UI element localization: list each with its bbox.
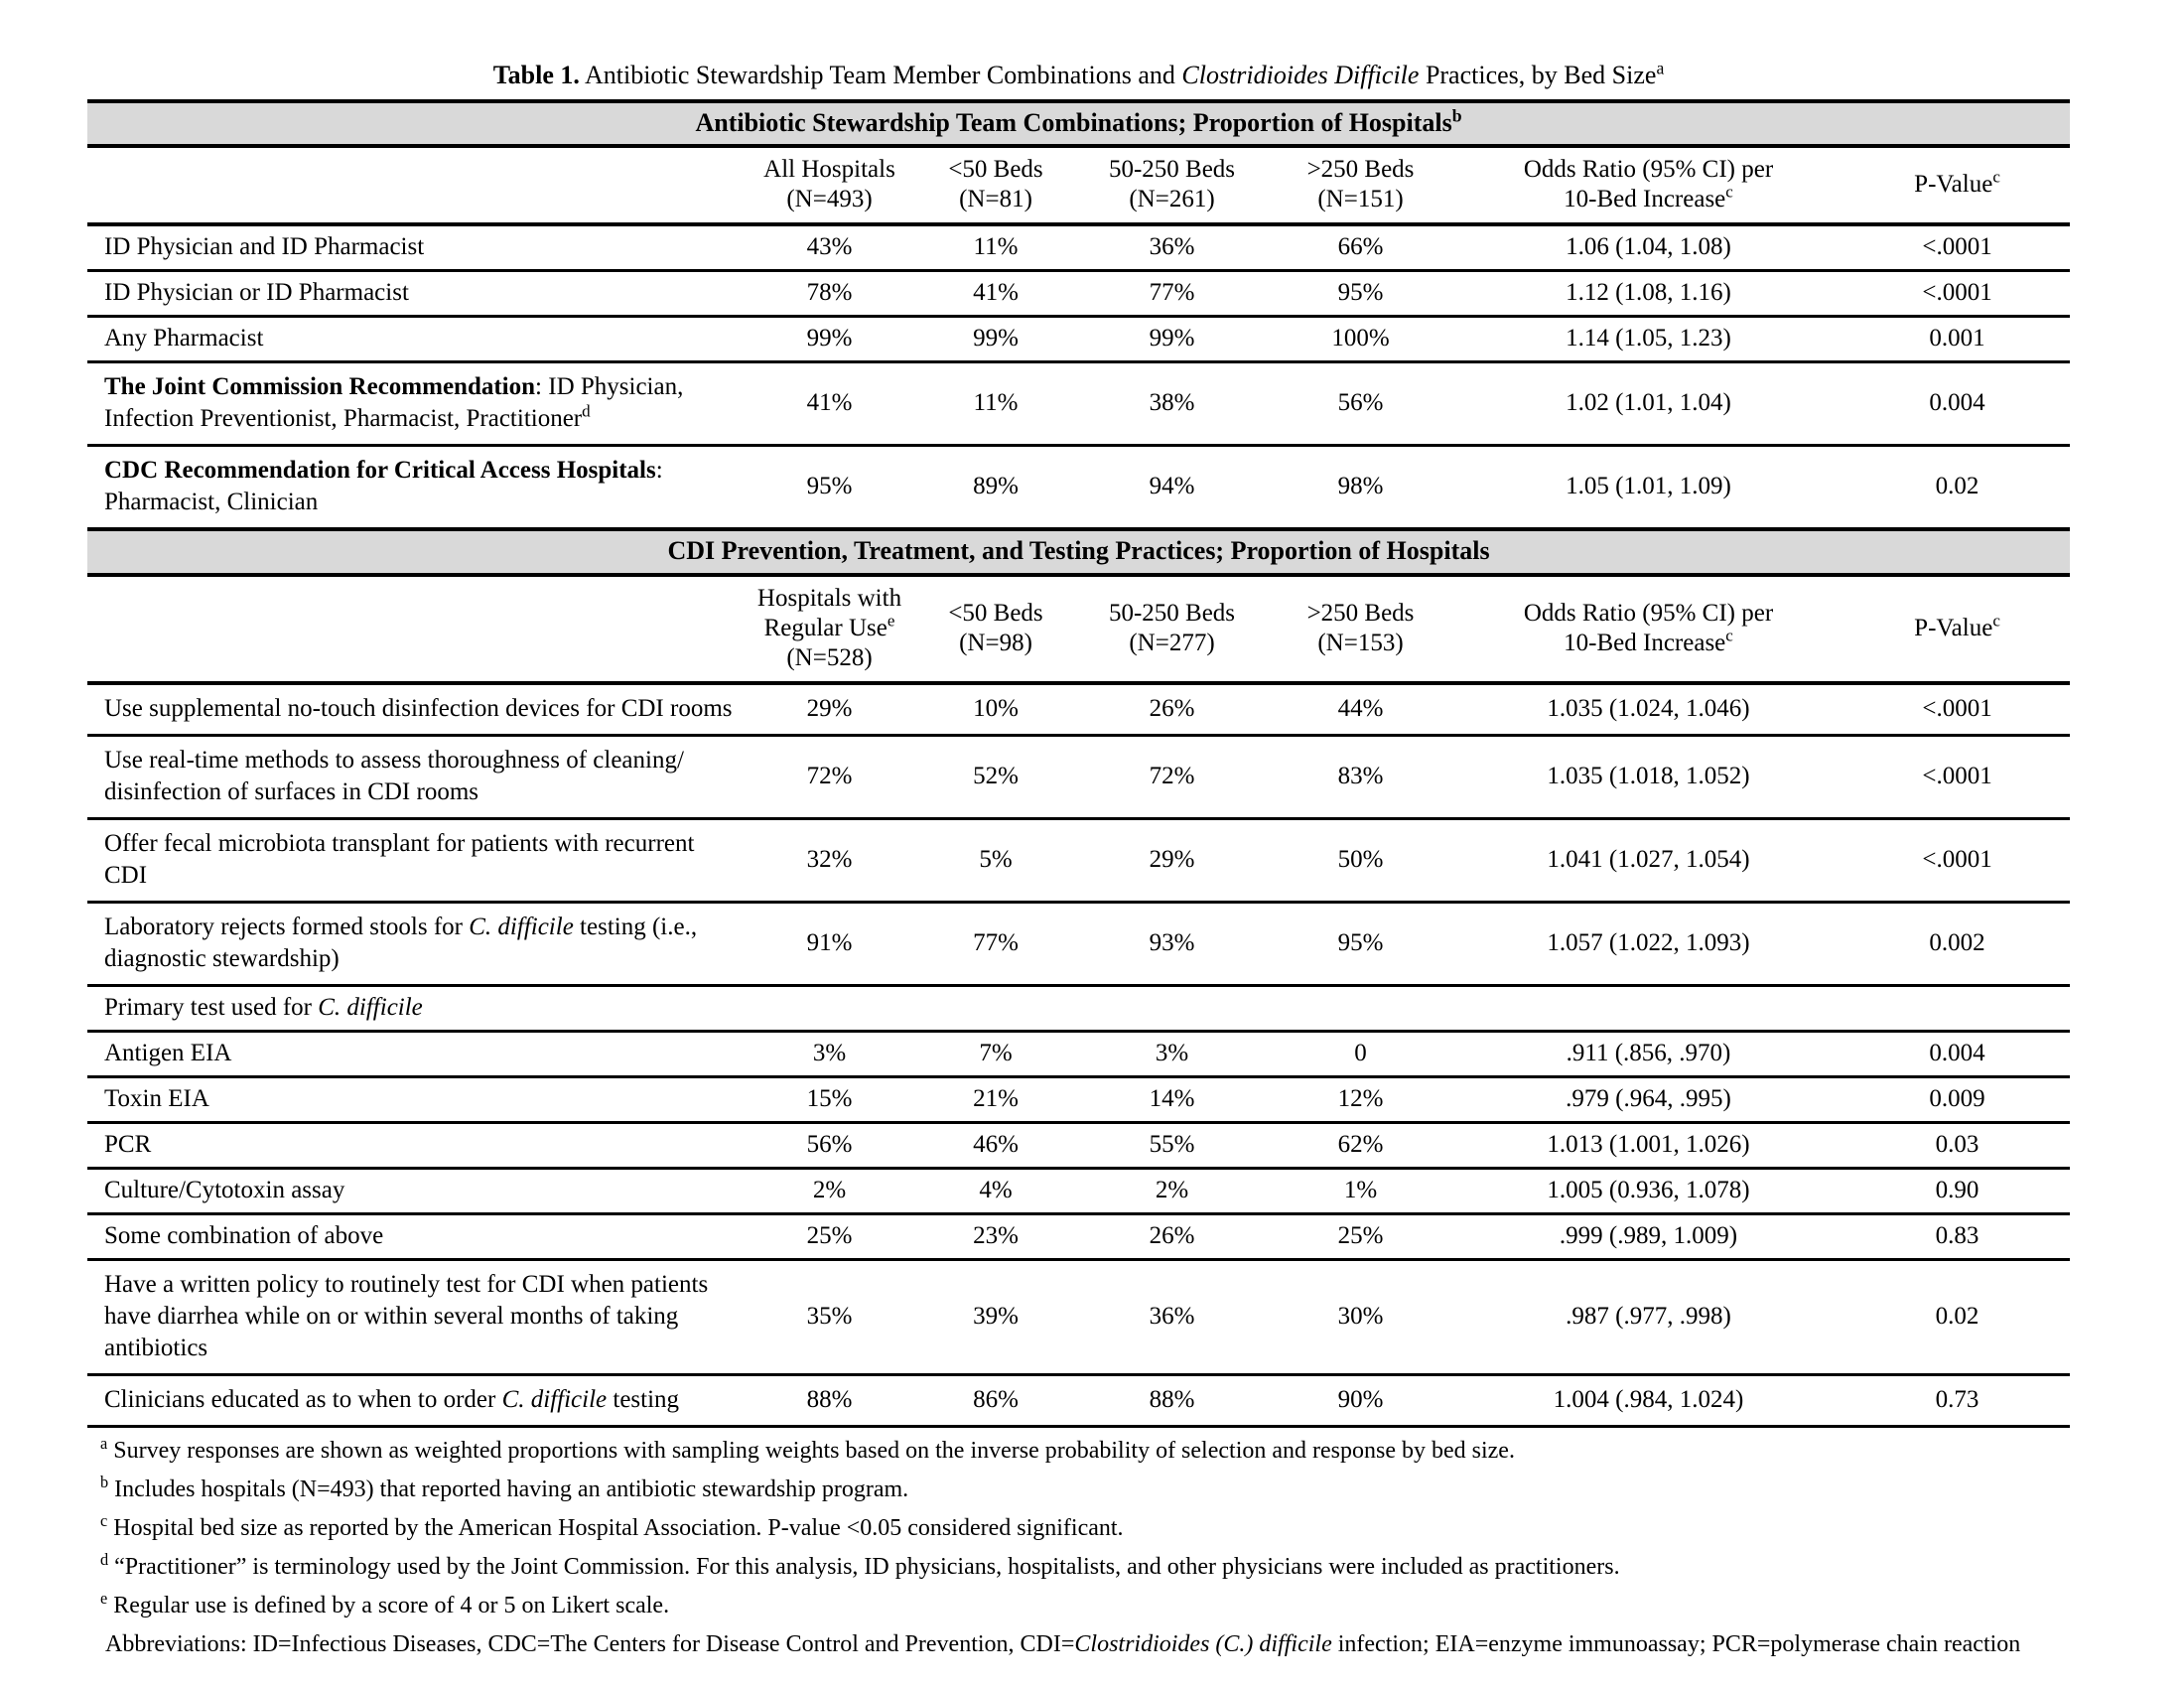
row-gt250 [1269,986,1452,1032]
row-p-value: 0.004 [1844,362,2070,446]
footnote-e [87,1588,2070,1622]
row-all: 15% [743,1077,916,1123]
section1-band-text: Antibiotic Stewardship Team Combinations; Proportion of Hospitals [695,107,1452,137]
row-gt250: 30% [1269,1260,1452,1375]
header-odds-ratio-line1-s2: Odds Ratio (95% CI) per [1523,600,1774,628]
row-lt50: 11% [916,224,1075,271]
row-label-rest: : Pharmacist, Clinician [104,457,663,516]
header-all-hospitals-line2: (N=493) [786,186,873,213]
row-p-value: 0.90 [1844,1169,2070,1214]
row-all: 43% [743,224,916,271]
footnote-b [87,1475,2070,1506]
row-label-bold: The Joint Commission Recommendation [104,373,536,401]
header-odds-ratio-s2 [1452,575,1844,683]
header-mid-line2-s2: (N=277) [1129,630,1215,657]
main-table [87,99,2070,1429]
row-odds-ratio: 1.035 (1.018, 1.052) [1452,736,1844,819]
row-p-value: 0.001 [1844,317,2070,362]
row-mid: 99% [1075,317,1269,362]
row-p-value: 0.002 [1844,903,2070,986]
row-mid: 55% [1075,1123,1269,1169]
row-gt250: 0 [1269,1032,1452,1077]
row-gt250: 1% [1269,1169,1452,1214]
row-lt50: 23% [916,1214,1075,1260]
footnote-e-mark: e [100,1588,108,1608]
header-regular-use-line1: Hospitals with [756,585,902,613]
header-mid-line1-s2: 50-250 Beds [1108,600,1236,628]
row-mid: 94% [1075,446,1269,530]
table-row [87,1260,2070,1375]
header-gt250-line2-s1: (N=151) [1317,186,1404,213]
row-label-rest: : ID Physician, Infection Preventionist, Pharmacist, Practitioner [104,373,684,433]
row-label: Culture/Cytotoxin assay [87,1169,743,1214]
table-row [87,1214,2070,1260]
footnote-a-text: Survey responses are shown as weighted proportions with sampling weights based on the inverse probability of selection and response by bed size. [107,1438,1515,1465]
row-all: 29% [743,683,916,736]
footnote-a [87,1436,2070,1468]
row-label: Use supplemental no-touch disinfection devices for CDI rooms [87,683,743,736]
section2-column-headers [87,575,2070,683]
row-all: 72% [743,736,916,819]
header-odds-ratio-line2-text-s2: 10-Bed Increase [1564,630,1726,657]
row-gt250: 100% [1269,317,1452,362]
table-caption-text-2: Practices, by Bed Size [1419,61,1657,89]
header-odds-ratio-line2-text-s1: 10-Bed Increase [1564,186,1726,213]
abbreviations-after: infection; EIA=enzyme immunoassay; PCR=polymerase chain reaction [1331,1630,2021,1657]
footnote-d-mark: d [100,1550,109,1569]
row-p-value: 0.004 [1844,1032,2070,1077]
row-label [87,903,743,986]
row-lt50: 86% [916,1375,1075,1427]
row-odds-ratio: 1.013 (1.001, 1.026) [1452,1123,1844,1169]
row-label: PCR [87,1123,743,1169]
footnote-c [87,1513,2070,1545]
row-label: Some combination of above [87,1214,743,1260]
section1-band-row [87,101,2070,147]
row-lt50: 52% [916,736,1075,819]
header-odds-ratio-line1-s1: Odds Ratio (95% CI) per [1523,156,1774,184]
header-odds-ratio-line2-s2 [1456,626,1841,658]
row-label-part-a: Laboratory rejects formed stools for [104,914,470,941]
row-mid: 93% [1075,903,1269,986]
table-row [87,903,2070,986]
row-label-part-b: testing (i.e., diagnostic stewardship) [104,914,698,973]
header-lt50-beds-s1 [916,146,1075,224]
row-mid: 26% [1075,683,1269,736]
row-all: 88% [743,1375,916,1427]
row-lt50: 99% [916,317,1075,362]
row-label-italic: C. difficile [318,994,423,1022]
row-all: 32% [743,819,916,903]
row-odds-ratio: 1.005 (0.936, 1.078) [1452,1169,1844,1214]
header-p-value-text-s2: P-Value [1914,615,1993,642]
header-mid-beds-s1 [1075,146,1269,224]
row-mid: 2% [1075,1169,1269,1214]
row-all: 2% [743,1169,916,1214]
abbreviations-before: Abbreviations: ID=Infectious Diseases, CDC=The Centers for Disease Control and Prevention, CDI= [105,1630,1075,1657]
header-mid-line2-s1: (N=261) [1129,186,1215,213]
footnote-d-text: “Practitioner” is terminology used by the Joint Commission. For this analysis, ID physicians, hospitalists, and other physicians were included as practitioners. [108,1554,1620,1580]
table-row [87,736,2070,819]
table-caption-superscript: a [1656,58,1665,78]
row-label-part-a: Primary test used for [104,994,319,1022]
row-mid: 72% [1075,736,1269,819]
table-row [87,1375,2070,1427]
row-label: Antigen EIA [87,1032,743,1077]
header-gt250-line1-s1: >250 Beds [1306,156,1415,184]
table-row [87,1169,2070,1214]
row-lt50: 11% [916,362,1075,446]
row-mid: 36% [1075,1260,1269,1375]
table-row [87,1123,2070,1169]
row-gt250: 95% [1269,903,1452,986]
header-p-value-inner-s1 [1848,170,2066,200]
header-gt250-beds-s1 [1269,146,1452,224]
row-p-value: <.0001 [1844,271,2070,317]
row-p-value: <.0001 [1844,736,2070,819]
row-p-value: 0.73 [1844,1375,2070,1427]
table-row [87,986,2070,1032]
header-regular-use-sup: e [887,611,895,631]
row-label [87,446,743,530]
header-p-value-text-s1: P-Value [1914,171,1993,199]
header-regular-use [743,575,916,683]
row-lt50 [916,986,1075,1032]
table-row [87,224,2070,271]
header-regular-use-line2 [747,611,912,643]
header-mid-line1-s1: 50-250 Beds [1108,156,1236,184]
row-all [743,986,916,1032]
header-odds-ratio-sup-s1: c [1725,183,1733,203]
row-mid [1075,986,1269,1032]
header-lt50-line1-s1: <50 Beds [948,156,1043,184]
row-gt250: 83% [1269,736,1452,819]
table-row [87,683,2070,736]
row-label-italic: C. difficile [501,1386,608,1414]
header-gt250-line2-s2: (N=153) [1317,630,1404,657]
table-caption-italic: Clostridioides Difficile [1181,61,1420,89]
row-odds-ratio: 1.12 (1.08, 1.16) [1452,271,1844,317]
row-label: Use real-time methods to assess thoroughness of cleaning/ disinfection of surfaces in CDI rooms [87,736,743,819]
row-gt250: 25% [1269,1214,1452,1260]
row-p-value: 0.009 [1844,1077,2070,1123]
header-gt250-line1-s2: >250 Beds [1306,600,1415,628]
header-lt50-line1-s2: <50 Beds [948,600,1043,628]
table-row [87,317,2070,362]
row-all: 35% [743,1260,916,1375]
row-odds-ratio: 1.035 (1.024, 1.046) [1452,683,1844,736]
header-all-hospitals-line1: All Hospitals [763,156,895,184]
row-gt250: 12% [1269,1077,1452,1123]
row-gt250: 56% [1269,362,1452,446]
row-all: 91% [743,903,916,986]
header-regular-use-line3: (N=528) [786,644,873,672]
row-odds-ratio: 1.06 (1.04, 1.08) [1452,224,1844,271]
table-row [87,819,2070,903]
row-all: 25% [743,1214,916,1260]
footnote-c-mark: c [100,1511,108,1531]
row-mid: 29% [1075,819,1269,903]
row-label-part-a: Clinicians educated as to when to order [104,1386,502,1414]
row-odds-ratio: 1.05 (1.01, 1.09) [1452,446,1844,530]
header-odds-ratio-sup-s2: c [1725,626,1733,645]
row-odds-ratio: .999 (.989, 1.009) [1452,1214,1844,1260]
row-all: 78% [743,271,916,317]
header-odds-ratio-s1 [1452,146,1844,224]
abbreviations-italic: Clostridioides (C.) difficile [1074,1630,1332,1657]
row-lt50: 7% [916,1032,1075,1077]
row-p-value: 0.03 [1844,1123,2070,1169]
row-label: Offer fecal microbiota transplant for patients with recurrent CDI [87,819,743,903]
row-label-italic: C. difficile [469,914,574,941]
row-p-value: 0.02 [1844,446,2070,530]
footnote-e-text: Regular use is defined by a score of 4 or 5 on Likert scale. [107,1592,670,1618]
header-p-value-inner-s2 [1848,611,2066,643]
section2-band-row [87,529,2070,575]
row-p-value: <.0001 [1844,224,2070,271]
row-mid: 14% [1075,1077,1269,1123]
row-label-bold: CDC Recommendation for Critical Access Hospitals [104,457,656,485]
header-lt50-line2-s1: (N=81) [959,186,1032,213]
table-caption-label: Table 1. [492,61,580,89]
row-mid: 88% [1075,1375,1269,1427]
row-gt250: 62% [1269,1123,1452,1169]
row-odds-ratio: .911 (.856, .970) [1452,1032,1844,1077]
header-lt50-line2-s2: (N=98) [959,630,1032,657]
row-gt250: 98% [1269,446,1452,530]
row-odds-ratio: 1.057 (1.022, 1.093) [1452,903,1844,986]
row-all: 99% [743,317,916,362]
row-odds-ratio: 1.14 (1.05, 1.23) [1452,317,1844,362]
row-label-sup: d [582,402,591,422]
row-mid: 36% [1075,224,1269,271]
section2-band: CDI Prevention, Treatment, and Testing Practices; Proportion of Hospitals [87,529,2070,575]
table-row [87,362,2070,446]
row-all: 41% [743,362,916,446]
row-odds-ratio: 1.041 (1.027, 1.054) [1452,819,1844,903]
footnotes [87,1436,2070,1660]
row-lt50: 10% [916,683,1075,736]
row-odds-ratio: 1.004 (.984, 1.024) [1452,1375,1844,1427]
row-mid: 26% [1075,1214,1269,1260]
row-lt50: 21% [916,1077,1075,1123]
table-caption [87,60,2070,92]
header-mid-beds-s2 [1075,575,1269,683]
row-all: 3% [743,1032,916,1077]
section1-column-headers [87,146,2070,224]
table-caption-text-1: Antibiotic Stewardship Team Member Combinations and [579,61,1182,89]
row-gt250: 90% [1269,1375,1452,1427]
row-lt50: 41% [916,271,1075,317]
row-mid: 77% [1075,271,1269,317]
section1-band-superscript: b [1451,104,1462,125]
section1-band [87,101,2070,147]
row-label: Have a written policy to routinely test for CDI when patients have diarrhea while on or within several months of taking antibiotics [87,1260,743,1375]
row-p-value [1844,986,2070,1032]
header-p-value-s2 [1844,575,2070,683]
row-p-value: <.0001 [1844,683,2070,736]
table-row [87,446,2070,530]
header-p-value-s1 [1844,146,2070,224]
header-blank-2 [87,575,743,683]
row-p-value: 0.02 [1844,1260,2070,1375]
row-odds-ratio: 1.02 (1.01, 1.04) [1452,362,1844,446]
row-gt250: 50% [1269,819,1452,903]
row-lt50: 89% [916,446,1075,530]
footnote-b-text: Includes hospitals (N=493) that reported having an antibiotic stewardship program. [108,1477,909,1503]
footnote-d [87,1552,2070,1584]
row-label [87,362,743,446]
row-odds-ratio [1452,986,1844,1032]
row-odds-ratio: .979 (.964, .995) [1452,1077,1844,1123]
row-lt50: 46% [916,1123,1075,1169]
header-gt250-beds-s2 [1269,575,1452,683]
abbreviations-note [87,1629,2070,1661]
row-mid: 3% [1075,1032,1269,1077]
row-mid: 38% [1075,362,1269,446]
row-label: ID Physician and ID Pharmacist [87,224,743,271]
header-all-hospitals [743,146,916,224]
row-gt250: 95% [1269,271,1452,317]
header-p-value-sup-s1: c [1992,168,2000,188]
row-label [87,1375,743,1427]
row-gt250: 66% [1269,224,1452,271]
header-lt50-beds-s2 [916,575,1075,683]
table-row [87,1032,2070,1077]
footnote-c-text: Hospital bed size as reported by the American Hospital Association. P-value <0.05 considered significant. [107,1515,1124,1542]
row-lt50: 77% [916,903,1075,986]
table-row [87,1077,2070,1123]
row-lt50: 39% [916,1260,1075,1375]
header-p-value-sup-s2: c [1992,611,2000,631]
row-odds-ratio: .987 (.977, .998) [1452,1260,1844,1375]
row-gt250: 44% [1269,683,1452,736]
footnote-b-mark: b [100,1473,109,1492]
header-regular-use-line2-text: Regular Use [763,615,887,642]
row-label [87,986,743,1032]
table-row [87,271,2070,317]
row-all: 56% [743,1123,916,1169]
row-p-value: <.0001 [1844,819,2070,903]
row-lt50: 5% [916,819,1075,903]
row-label: ID Physician or ID Pharmacist [87,271,743,317]
row-all: 95% [743,446,916,530]
row-p-value: 0.83 [1844,1214,2070,1260]
row-label: Any Pharmacist [87,317,743,362]
footnote-a-mark: a [100,1434,108,1454]
row-label-part-b: testing [607,1386,680,1414]
header-odds-ratio-line2-s1 [1456,185,1841,214]
row-label: Toxin EIA [87,1077,743,1123]
row-lt50: 4% [916,1169,1075,1214]
header-blank-1 [87,146,743,224]
